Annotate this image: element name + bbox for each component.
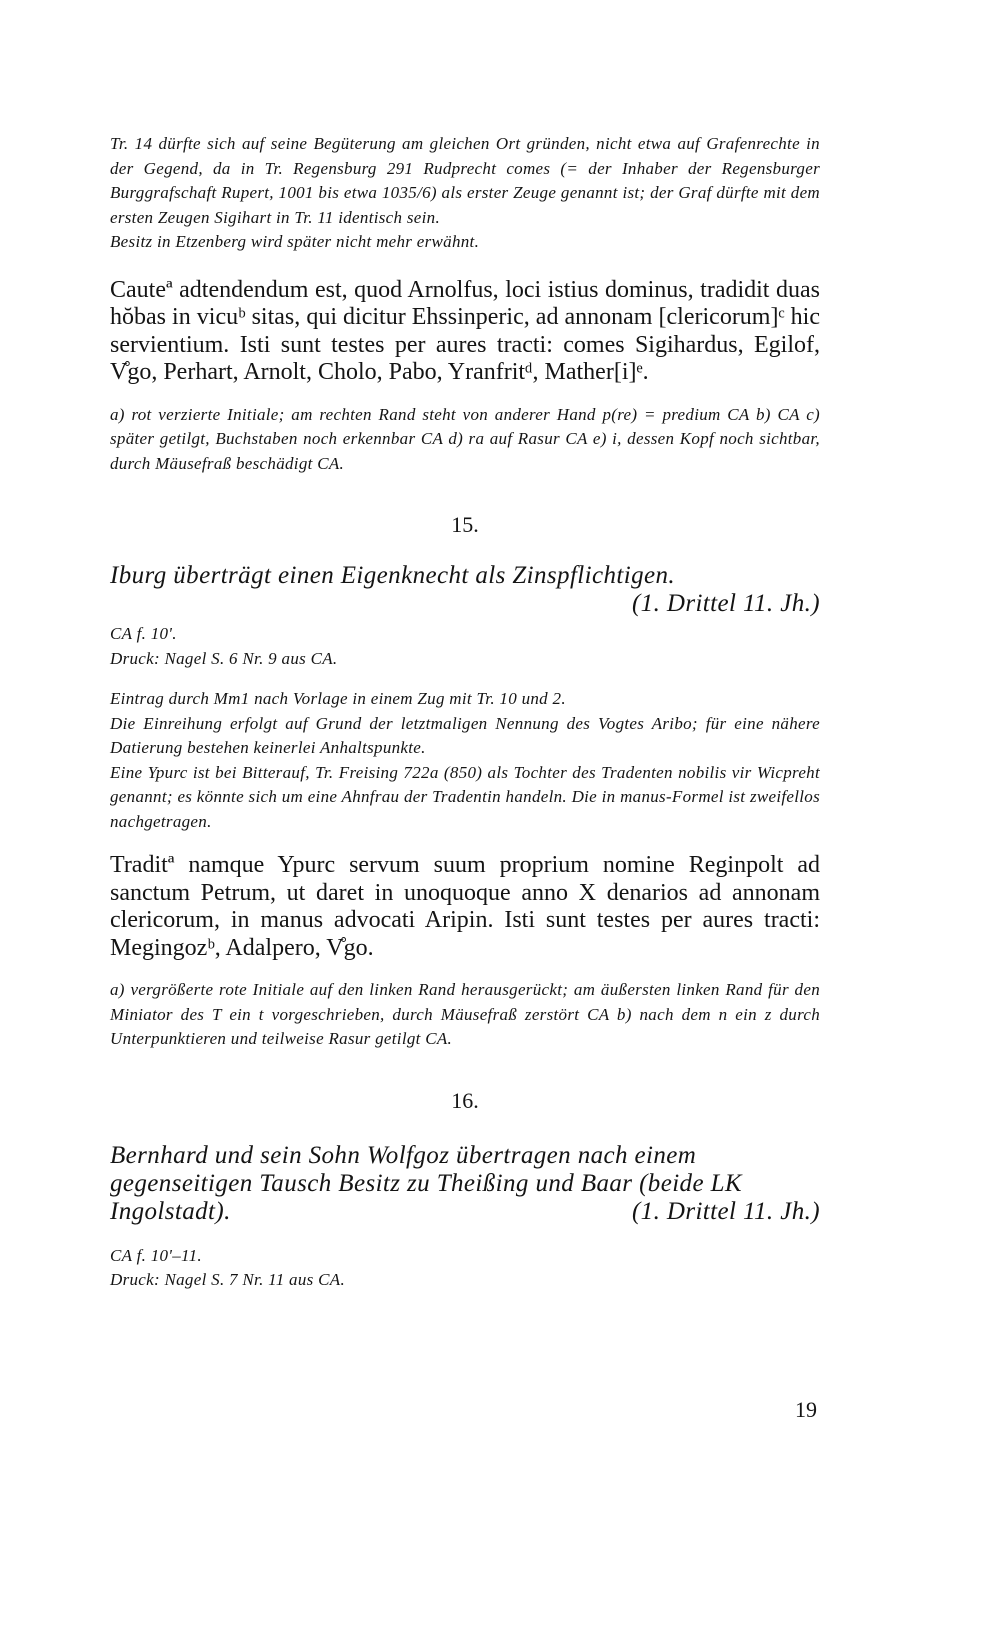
date-text: (1. Drittel 11. Jh.) [631,1197,820,1225]
source-info-16 [110,1244,820,1293]
footnotes: a) vergrößerte rote Initiale auf den linken Rand herausgerückt; am äußersten linken Rand für den Miniator des T ein t vorgeschrieben, durch Mäusefraß zerstört CA b) nach dem n ein z durch Unterpunktieren und teilweise Rasur getilgt CA. [110,980,820,1048]
source-line: CA f. 10'. [110,624,177,643]
charter-text-15 [110,852,820,962]
title-text: Iburg überträgt einen Eigenknecht als Zinspflichtigen. [110,562,676,589]
document-title-16 [110,1142,820,1226]
footnotes: a) rot verzierte Initiale; am rechten Rand steht von anderer Hand p(re) = predium CA b) CA c) später getilgt, Buchstaben noch erkennbar CA d) ra auf Rasur CA e) i, dessen Kopf noch sichtbar, durch Mäusefraß beschädigt CA. [110,404,820,473]
date-text: (1. Drittel 11. Jh.) [631,590,820,617]
document-title-15 [110,562,820,618]
commentary-paragraph: Eintrag durch Mm1 nach Vorlage in einem Zug mit Tr. 10 und 2. [110,689,566,708]
notes-14 [110,403,820,477]
title-text: Bernhard und sein Sohn Wolfgoz übertragen nach einem gegenseitigen Tausch Besitz zu Theißing und Baar (beide LK Ingolstadt). [110,1141,742,1225]
charter-text: Cauteª adtendendum est, quod Arnolfus, loci istius dominus, tradidit duas hŏbas in vicuᵇ sitas, qui dicitur Ehssinperic, ad annonam [clericorum]ᶜ hic servientium. Isti sunt testes per aures tracti: comes Sigihardus, Egilof, V̊go, Perhart, Arnolt, Cholo, Pabo, Yranfritᵈ, Mather[i]ᵉ. [110,276,820,385]
notes-15 [110,978,820,1052]
print-line: Druck: Nagel S. 6 Nr. 9 aus CA. [110,648,338,668]
print-line: Druck: Nagel S. 7 Nr. 11 aus CA. [110,1270,345,1289]
document-number-15: 15. [451,512,479,537]
commentary-14 [110,132,820,255]
page-number: 19 [795,1397,817,1422]
page-body [110,132,820,1293]
commentary-15 [110,687,820,834]
commentary-paragraph: Besitz in Etzenberg wird später nicht mehr erwähnt. [110,232,480,251]
commentary-paragraph: Eine Ypurc ist bei Bitterauf, Tr. Freising 722a (850) als Tochter des Tradenten nobilis vir Wicpreht genannt; es könnte sich um eine Ahnfrau der Tradentin handeln. Die in manus-Formel ist zweifellos nachgetragen. [110,762,820,831]
charter-text-14 [110,277,820,387]
charter-text: Traditª namque Ypurc servum suum proprium nomine Reginpolt ad sanctum Petrum, ut daret in unoquoque anno X denarios ad annonam clericorum, in manus advocati Aripin. Isti sunt testes per aures tracti: Megingozᵇ, Adalpero, V̊go. [110,852,820,961]
source-line: CA f. 10'–11. [110,1245,202,1265]
document-number-16: 16. [451,1087,479,1113]
source-info-15 [110,622,820,671]
commentary-paragraph: Tr. 14 dürfte sich auf seine Begüterung am gleichen Ort gründen, nicht etwa auf Grafenrechte in der Gegend, da in Tr. Regensburg 291 Rudprecht comes (= der Inhaber der Regensburger Burggrafschaft Rupert, 1001 bis etwa 1035/6) als erster Zeuge genannt ist; der Graf dürfte mit dem ersten Zeugen Sigihart in Tr. 11 identisch sein. [110,134,820,227]
commentary-paragraph: Die Einreihung erfolgt auf Grund der letztmaligen Nennung des Vogtes Aribo; für eine nähere Datierung bestehen keinerlei Anhaltspunkte. [110,713,820,757]
